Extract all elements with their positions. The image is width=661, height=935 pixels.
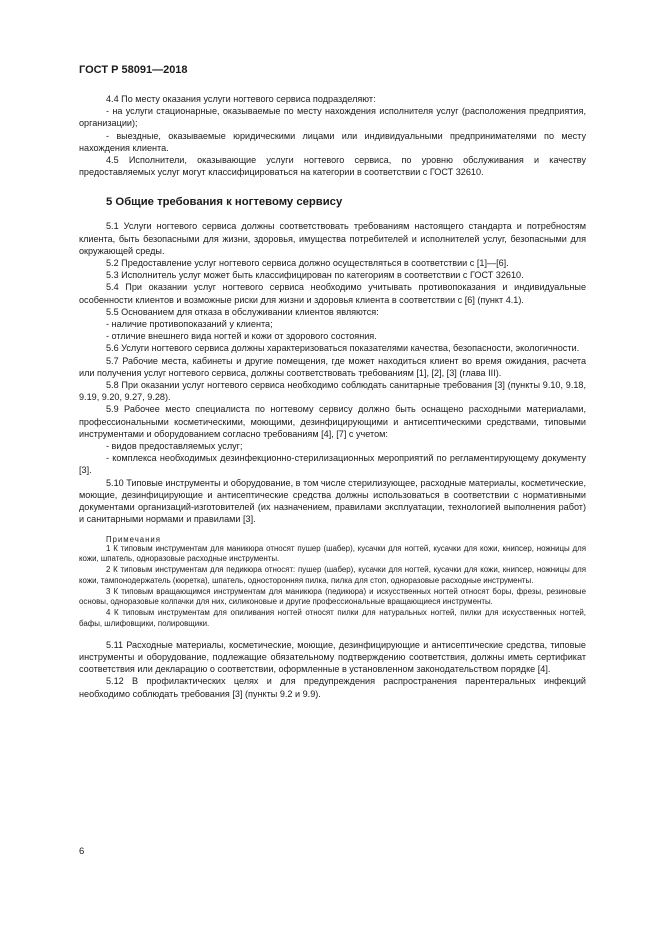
paragraph-5-10: 5.10 Типовые инструменты и оборудование, в том числе стерилизующее, расходные материалы, косметические, моющие, дезинфицирующие и антисептические средства должны использоваться в соответствии с нормативными документами организаций-изготовителей (их назначением, правилами эксплуатации, технологией выполнения работ) и санитарными нормами и правилами [3]. bbox=[79, 477, 586, 525]
list-item: - отличие внешнего вида ногтей и кожи от здорового состояния. bbox=[106, 331, 377, 342]
paragraph-4-5: 4.5 Исполнители, оказывающие услуги ногтевого сервиса, по уровню обслуживания и качеству предоставляемых услуг могут классифицироваться на категории в соответствии с ГОСТ 32610. bbox=[79, 155, 586, 178]
page-number: 6 bbox=[79, 846, 85, 857]
paragraph-5-3: 5.3 Исполнитель услуг может быть классифицирован по категориям в соответствии с ГОСТ 32610. bbox=[106, 270, 524, 281]
paragraph-5-11: 5.11 Расходные материалы, косметические, моющие, дезинфицирующие и антисептические средства, типовые инструменты и оборудование, подлежащие обязательному подтверждению соответствия, должны иметь сертификат соответствия или декларацию о соответствии, оформленные в установленном законодательством порядке [4]. bbox=[79, 639, 586, 675]
list-item: - комплекса необходимых дезинфекционно-стерилизационных мероприятий по регламентирующему документу [3]. bbox=[79, 453, 586, 476]
paragraph-5-7: 5.7 Рабочие места, кабинеты и другие помещения, где может находиться клиент во время ожидания, расчета или получения услуг ногтевого сервиса, должны соответствовать требованиям [1], [2], [3] (глава III). bbox=[79, 355, 586, 378]
section-title: 5 Общие требования к ногтевому сервису bbox=[106, 196, 343, 209]
list-item: - на услуги стационарные, оказываемые по месту нахождения исполнителя услуг (расположения предприятия, организации); bbox=[79, 106, 586, 129]
paragraph-5-1: 5.1 Услуги ногтевого сервиса должны соответствовать требованиям настоящего стандарта и потребностям клиента, быть безопасными для жизни, здоровья, имущества потребителей и исполнителей услуг, безопасными для окружающей среды. bbox=[79, 221, 586, 256]
paragraph-5-9: 5.9 Рабочее место специалиста по ногтевому сервису должно быть оснащено расходными материалами, профессиональными косметическими, моющими, дезинфицирующими и антисептическими средствами, типовыми инструментами и оборудованием согласно требованиям [4], [7] с учетом: bbox=[79, 404, 586, 439]
note-item: 2 К типовым инструментам для педикюра относят: пушер (шабер), кусачки для ногтей, кусачки для кожи, книпсер, ножницы для кожи, тампонодержатель (кюретка), шпатель, односторонняя пилка, пилка для стоп, одноразовые расходные инструменты. bbox=[79, 565, 586, 585]
paragraph-5-8: 5.8 При оказании услуг ногтевого сервиса необходимо соблюдать санитарные требования [3] (пункты 9.10, 9.18, 9.19, 9.20, 9.27, 9.28). bbox=[79, 380, 586, 403]
paragraph-5-2: 5.2 Предоставление услуг ногтевого сервиса должно осуществляться в соответствии с [1]—[6]. bbox=[106, 258, 509, 269]
note-item: 3 К типовым вращающимся инструментам для маникюра (педикюра) и искусственных ногтей относят боры, фрезы, резиновые основы, одноразовые колпачки для них, силиконовые и другие профессиональные вращающиеся инструменты. bbox=[79, 586, 586, 607]
note-item: 4 К типовым инструментам для опиливания ногтей относят пилки для натуральных ногтей, пилки для искусственных ногтей, бафы, шлифовщики, полировщики. bbox=[79, 608, 586, 629]
paragraph-5-12: 5.12 В профилактических целях и для предупреждения распространения парентеральных инфекций необходимо соблюдать требования [3] (пункты 9.2 и 9.9). bbox=[79, 676, 586, 699]
note-item: 1 К типовым инструментам для маникюра относят пушер (шабер), кусачки для ногтей, кусачки для кожи, книпсер, ножницы для кожи, шпатель, одноразовые расходные инструменты. bbox=[79, 543, 586, 564]
document-header: ГОСТ Р 58091—2018 bbox=[79, 64, 188, 76]
paragraph-5-4: 5.4 При оказании услуг ногтевого сервиса необходимо учитывать противопоказания и индивидуальные особенности клиентов и возможные риски для жизни и здоровья клиента в соответствии с [6] (пункт 4.1). bbox=[79, 282, 586, 305]
paragraph-4-4: 4.4 По месту оказания услуги ногтевого сервиса подразделяют: bbox=[106, 94, 376, 104]
paragraph-5-5: 5.5 Основанием для отказа в обслуживании клиентов являются: bbox=[106, 306, 379, 317]
notes-title: Примечания bbox=[106, 534, 162, 544]
paragraph-5-6: 5.6 Услуги ногтевого сервиса должны характеризоваться показателями качества, безопасности, экологичности. bbox=[106, 343, 580, 354]
list-item: - наличие противопоказаний у клиента; bbox=[106, 319, 273, 330]
list-item: - видов предоставляемых услуг; bbox=[106, 441, 243, 452]
page-content bbox=[79, 93, 586, 700]
list-item: - выездные, оказываемые юридическими лицами или индивидуальными предпринимателями по месту нахождения клиента. bbox=[79, 130, 586, 153]
